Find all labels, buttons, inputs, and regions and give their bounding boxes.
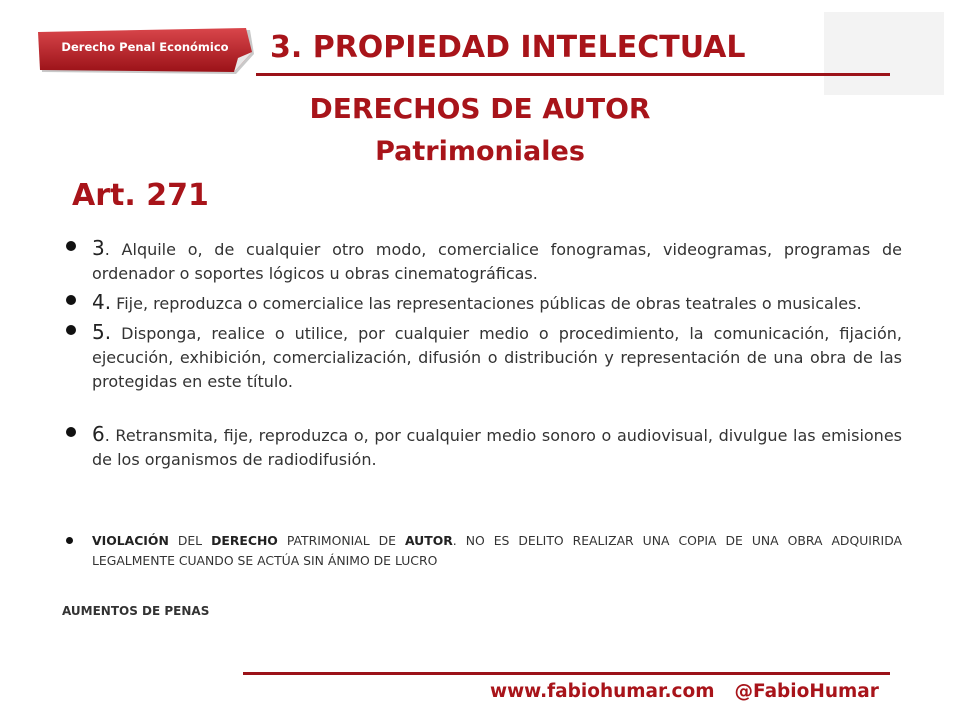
- bullet-icon: [66, 537, 73, 544]
- website-link[interactable]: www.fabiohumar.com: [490, 681, 715, 702]
- item-number: 4.: [92, 290, 112, 314]
- section-title: DERECHOS DE AUTOR: [309, 92, 651, 125]
- note-text-1: DEL: [168, 533, 212, 548]
- section-subtitle: Patrimoniales: [375, 136, 585, 167]
- page-title: 3. PROPIEDAD INTELECTUAL: [270, 30, 746, 65]
- article-items: [62, 236, 902, 476]
- course-tag: [38, 28, 256, 76]
- item-number: 6: [92, 422, 105, 446]
- bullet-icon: [66, 241, 76, 251]
- list-item: [62, 290, 902, 316]
- violation-note: [62, 531, 902, 571]
- bullet-icon: [66, 427, 76, 437]
- item-text: . Retransmita, fije, reproduzca o, por cualquier medio sonoro o audiovisual, divulgue las emisiones de los organismos de radiodifusión.: [92, 426, 902, 469]
- note-bold-2: DERECHO: [211, 533, 278, 548]
- footer: [490, 681, 899, 702]
- social-handle[interactable]: @FabioHumar: [734, 681, 879, 702]
- item-text: Disponga, realice o utilice, por cualquier medio o procedimiento, la comunicación, fijación, ejecución, exhibición, comercialización, difusión o distribución y representación de una obra de las protegidas en este título.: [92, 324, 902, 391]
- note-text-3: . NO ES DELITO REALIZAR UNA COPIA DE UNA OBRA ADQUIRIDA LEGALMENTE CUANDO SE ACTÚA SIN ÁNIMO DE LUCRO: [92, 533, 902, 568]
- footer-divider: [243, 672, 890, 675]
- note-bold-3: AUTOR: [404, 533, 453, 548]
- note-text-2: PATRIMONIAL DE: [277, 533, 405, 548]
- item-number: 5.: [92, 320, 112, 344]
- title-divider: [256, 73, 890, 76]
- bullet-icon: [66, 325, 76, 335]
- list-item: [62, 422, 902, 472]
- item-text: . Alquile o, de cualquier otro modo, comercialice fonogramas, videogramas, programas de ordenador o soportes lógicos u obras cinematográficas.: [92, 240, 902, 283]
- bullet-icon: [66, 295, 76, 305]
- note-bold-1: VIOLACIÓN: [92, 533, 169, 548]
- aumentos-heading: AUMENTOS DE PENAS: [62, 604, 210, 618]
- corner-placeholder: [824, 12, 944, 95]
- list-item: [62, 320, 902, 394]
- tag-label: Derecho Penal Económico: [61, 40, 229, 54]
- article-heading: Art. 271: [72, 178, 209, 213]
- list-item: [62, 236, 902, 286]
- item-text: Fije, reproduzca o comercialice las representaciones públicas de obras teatrales o musicales.: [111, 294, 862, 313]
- item-number: 3: [92, 236, 105, 260]
